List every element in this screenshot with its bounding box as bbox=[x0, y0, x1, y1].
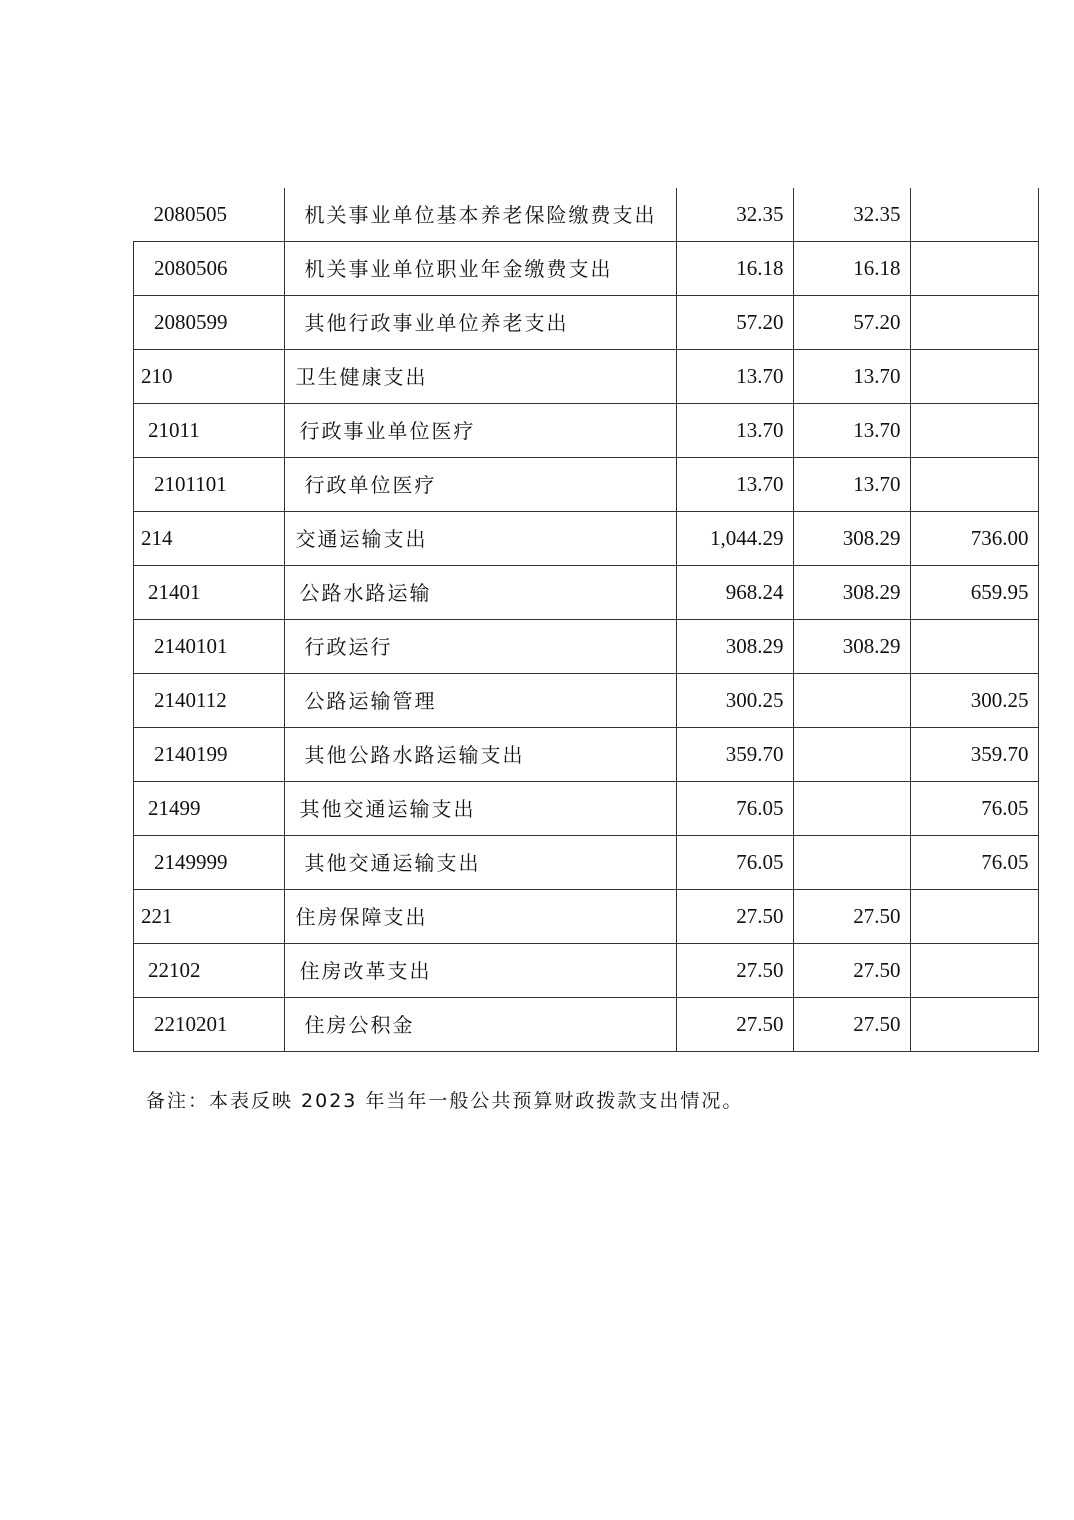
total-amount-cell: 13.70 bbox=[676, 458, 793, 512]
subject-code-cell: 2080506 bbox=[134, 242, 285, 296]
subject-name-cell: 其他行政事业单位养老支出 bbox=[284, 296, 676, 350]
subject-code-cell: 2080599 bbox=[134, 296, 285, 350]
total-amount-cell: 57.20 bbox=[676, 296, 793, 350]
project-expenditure-cell: 76.05 bbox=[910, 782, 1038, 836]
total-amount-cell: 1,044.29 bbox=[676, 512, 793, 566]
basic-expenditure-cell: 27.50 bbox=[793, 944, 910, 998]
subject-code-cell: 2149999 bbox=[134, 836, 285, 890]
basic-expenditure-cell: 27.50 bbox=[793, 998, 910, 1052]
subject-code-cell: 22102 bbox=[134, 944, 285, 998]
basic-expenditure-cell: 13.70 bbox=[793, 404, 910, 458]
project-expenditure-cell: 76.05 bbox=[910, 836, 1038, 890]
total-amount-cell: 27.50 bbox=[676, 890, 793, 944]
total-amount-cell: 13.70 bbox=[676, 404, 793, 458]
basic-expenditure-cell: 308.29 bbox=[793, 512, 910, 566]
subject-code-cell: 214 bbox=[134, 512, 285, 566]
total-amount-cell: 27.50 bbox=[676, 998, 793, 1052]
project-expenditure-cell bbox=[910, 890, 1038, 944]
subject-name-cell: 住房保障支出 bbox=[284, 890, 676, 944]
project-expenditure-cell bbox=[910, 620, 1038, 674]
table-row bbox=[134, 512, 1039, 566]
total-amount-cell: 359.70 bbox=[676, 728, 793, 782]
project-expenditure-cell bbox=[910, 998, 1038, 1052]
total-amount-cell: 968.24 bbox=[676, 566, 793, 620]
subject-code-cell: 21499 bbox=[134, 782, 285, 836]
basic-expenditure-cell bbox=[793, 728, 910, 782]
total-amount-cell: 27.50 bbox=[676, 944, 793, 998]
subject-code-cell: 221 bbox=[134, 890, 285, 944]
basic-expenditure-cell: 13.70 bbox=[793, 458, 910, 512]
subject-name-cell: 住房改革支出 bbox=[284, 944, 676, 998]
basic-expenditure-cell: 57.20 bbox=[793, 296, 910, 350]
project-expenditure-cell bbox=[910, 350, 1038, 404]
subject-name-cell: 行政单位医疗 bbox=[284, 458, 676, 512]
basic-expenditure-cell bbox=[793, 782, 910, 836]
basic-expenditure-cell bbox=[793, 836, 910, 890]
subject-code-cell: 2101101 bbox=[134, 458, 285, 512]
table-row bbox=[134, 728, 1039, 782]
table-row bbox=[134, 458, 1039, 512]
total-amount-cell: 13.70 bbox=[676, 350, 793, 404]
total-amount-cell: 300.25 bbox=[676, 674, 793, 728]
subject-code-cell: 21011 bbox=[134, 404, 285, 458]
project-expenditure-cell bbox=[910, 296, 1038, 350]
subject-code-cell: 2210201 bbox=[134, 998, 285, 1052]
project-expenditure-cell bbox=[910, 458, 1038, 512]
total-amount-cell: 16.18 bbox=[676, 242, 793, 296]
subject-name-cell: 机关事业单位基本养老保险缴费支出 bbox=[284, 188, 676, 242]
basic-expenditure-cell: 32.35 bbox=[793, 188, 910, 242]
basic-expenditure-cell: 16.18 bbox=[793, 242, 910, 296]
basic-expenditure-cell: 27.50 bbox=[793, 890, 910, 944]
table-row bbox=[134, 296, 1039, 350]
project-expenditure-cell: 300.25 bbox=[910, 674, 1038, 728]
subject-name-cell: 其他交通运输支出 bbox=[284, 782, 676, 836]
table-row bbox=[134, 836, 1039, 890]
project-expenditure-cell: 359.70 bbox=[910, 728, 1038, 782]
table-row bbox=[134, 404, 1039, 458]
table-body bbox=[134, 188, 1039, 1052]
basic-expenditure-cell: 308.29 bbox=[793, 620, 910, 674]
subject-name-cell: 其他公路水路运输支出 bbox=[284, 728, 676, 782]
subject-name-cell: 住房公积金 bbox=[284, 998, 676, 1052]
total-amount-cell: 76.05 bbox=[676, 782, 793, 836]
basic-expenditure-cell bbox=[793, 674, 910, 728]
subject-name-cell: 卫生健康支出 bbox=[284, 350, 676, 404]
table-row bbox=[134, 620, 1039, 674]
subject-name-cell: 公路水路运输 bbox=[284, 566, 676, 620]
subject-name-cell: 行政事业单位医疗 bbox=[284, 404, 676, 458]
subject-code-cell: 2140112 bbox=[134, 674, 285, 728]
subject-code-cell: 21401 bbox=[134, 566, 285, 620]
total-amount-cell: 308.29 bbox=[676, 620, 793, 674]
project-expenditure-cell bbox=[910, 188, 1038, 242]
subject-code-cell: 2140199 bbox=[134, 728, 285, 782]
subject-code-cell: 2140101 bbox=[134, 620, 285, 674]
subject-name-cell: 行政运行 bbox=[284, 620, 676, 674]
project-expenditure-cell: 736.00 bbox=[910, 512, 1038, 566]
table-row bbox=[134, 674, 1039, 728]
subject-name-cell: 其他交通运输支出 bbox=[284, 836, 676, 890]
subject-name-cell: 机关事业单位职业年金缴费支出 bbox=[284, 242, 676, 296]
table-row bbox=[134, 188, 1039, 242]
table-row bbox=[134, 998, 1039, 1052]
expenditure-table bbox=[133, 188, 1039, 1052]
table-row bbox=[134, 566, 1039, 620]
subject-name-cell: 交通运输支出 bbox=[284, 512, 676, 566]
project-expenditure-cell: 659.95 bbox=[910, 566, 1038, 620]
subject-name-cell: 公路运输管理 bbox=[284, 674, 676, 728]
table-row bbox=[134, 944, 1039, 998]
subject-code-cell: 210 bbox=[134, 350, 285, 404]
expenditure-table-container bbox=[133, 188, 1029, 1052]
total-amount-cell: 76.05 bbox=[676, 836, 793, 890]
basic-expenditure-cell: 13.70 bbox=[793, 350, 910, 404]
table-row bbox=[134, 782, 1039, 836]
subject-code-cell: 2080505 bbox=[134, 188, 285, 242]
basic-expenditure-cell: 308.29 bbox=[793, 566, 910, 620]
table-row bbox=[134, 350, 1039, 404]
project-expenditure-cell bbox=[910, 404, 1038, 458]
table-row bbox=[134, 242, 1039, 296]
table-note: 备注：本表反映 2023 年当年一般公共预算财政拨款支出情况。 bbox=[146, 1090, 744, 1112]
project-expenditure-cell bbox=[910, 242, 1038, 296]
total-amount-cell: 32.35 bbox=[676, 188, 793, 242]
table-row bbox=[134, 890, 1039, 944]
project-expenditure-cell bbox=[910, 944, 1038, 998]
